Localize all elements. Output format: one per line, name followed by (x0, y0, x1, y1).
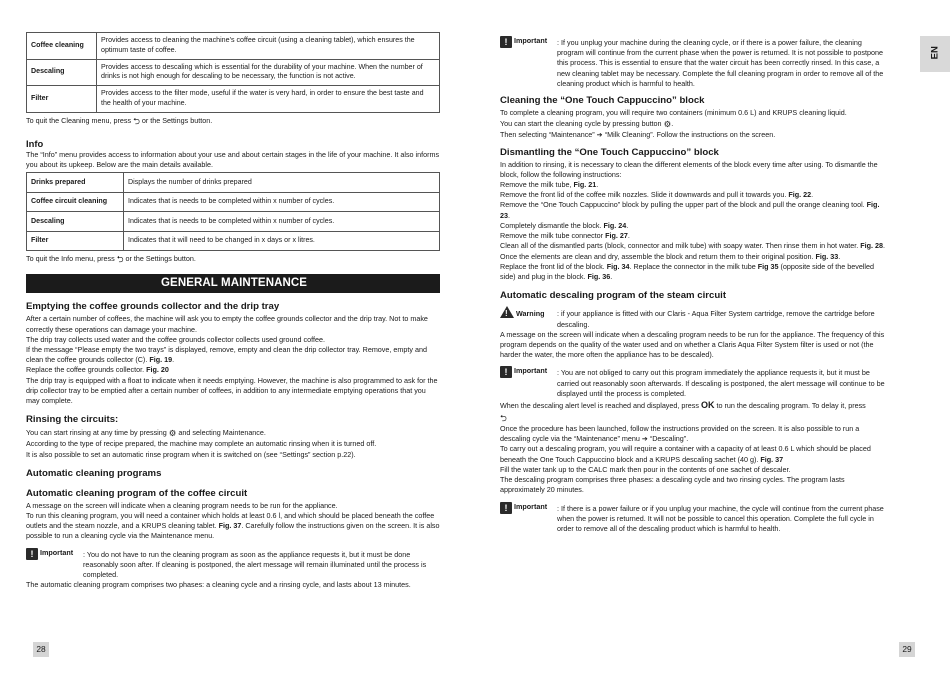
important-text: : You do not have to run the cleaning program as soon as the appliance requests it, but it must be done reasonably soon after. If cleaning is postponed, the alert message will remain illuminated until the process is completed. (83, 549, 427, 580)
auto-coffee-p2b: . Carefully follow the instructions given on the screen. It is also possible to run a cleaning cycle via the Maintenance menu. (26, 521, 440, 541)
warning-triangle-icon: ! (500, 306, 514, 318)
table-row (27, 33, 440, 60)
fig-ref: Fig. 22 (788, 190, 812, 200)
table-key: Filter (27, 231, 124, 251)
fig-ref: Fig. 34 (606, 261, 630, 271)
fig-ref: Fig. 21 (573, 180, 597, 189)
auto-cleaning-heading: Automatic cleaning programs (26, 467, 162, 479)
table-value: Indicates that it will need to be changed in x days or x litres. (124, 231, 440, 251)
fig-ref: Fig. 24 (603, 220, 627, 230)
important-exclamation-icon: ! (26, 548, 38, 560)
cappuccino-clean-p2a: You can start the cleaning cycle by pressing button (500, 119, 662, 129)
table-row (27, 173, 440, 193)
table-value: Indicates that is needs to be completed within x number of cycles. (124, 192, 440, 212)
auto-coffee-p2 (26, 511, 440, 542)
important-label: Important (514, 36, 548, 45)
auto-coffee-p1: A message on the screen will indicate when a cleaning program needs to be run for the appliance. (26, 500, 338, 510)
warning-label: Warning (516, 309, 545, 319)
emptying-p3: If the message “Please empty the two trays” is displayed, remove, empty and clean the drip collector tray. Remove, empty and clean the coffee grounds collector (C). Fig. 19. (26, 345, 427, 365)
fig-ref: Fig. 36 (587, 271, 611, 281)
table-value: Indicates that is needs to be completed within x number of cycles. (124, 212, 440, 232)
table-value: Provides access to descaling which is essential for the durability of your machine. When the number of drinks is not high enough for descaling to be necessary, the function is not active. (97, 59, 440, 86)
page-number: 28 (33, 642, 49, 657)
emptying-p4 (26, 365, 440, 375)
descaling-p5: Fill the water tank up to the CALC mark then pour in the contents of one sachet of descaler. (500, 464, 791, 474)
dismantling-p1: In addition to rinsing, it is necessary to clean the different elements of the block every time after using. To dismantle the block, follow the following instructions: (500, 159, 878, 179)
dismantling-steps (500, 180, 890, 282)
step-after: . (838, 251, 841, 261)
table-key: Coffee circuit cleaning (27, 192, 124, 212)
table-key: Coffee cleaning (27, 33, 97, 60)
important-label: Important (514, 501, 548, 511)
emptying-p4-text: Replace the coffee grounds collector. (26, 365, 145, 375)
ok-button-glyph: OK (700, 400, 715, 411)
table-row (27, 231, 440, 251)
step-text: Clean all of the dismantled parts (block, connector and milk tube) with soapy water. Then rinse them in hot water. (500, 241, 859, 251)
cappuccino-clean-p3: Then selecting “Maintenance” ➔ “Milk Cleaning”. Follow the instructions on the screen. (500, 130, 776, 140)
step-after: . (883, 241, 886, 251)
important-label: Important (514, 366, 548, 376)
emptying-p2: The drip tray collects used water and the coffee grounds collector collects used ground coffee. (26, 334, 325, 344)
fig-ref: Fig 35 (757, 261, 779, 271)
important-text: : If there is a power failure or if you unplug your machine, the cycle will continue from the current phase when the power is returned. It will not be possible to cancel this operation. Complete the full cycle in order to remove all of the descaling product which is harmful to health. (557, 503, 884, 533)
warning-text: : if your appliance is fitted with our Claris - Aqua Filter System cartridge, remove the cartridge before descaling. (557, 309, 875, 329)
dismantling-heading: Dismantling the “One Touch Cappuccino” block (500, 146, 719, 158)
list-item (500, 231, 890, 241)
fig-ref: Fig. 20 (146, 365, 169, 375)
step-text: (opposite side of the bevelled side) and plug in the block. (500, 261, 875, 281)
important-exclamation-icon: ! (500, 36, 512, 48)
info-text: The “Info” menu provides access to information about your use and about certain stages in the life of your machine. It also informs you about its upkeep. Below are the main details available. (26, 149, 440, 170)
info-table (26, 172, 440, 251)
important-note (500, 366, 890, 399)
list-item (500, 180, 890, 190)
table-key: Descaling (27, 212, 124, 232)
fig-ref: Fig. 23 (500, 200, 880, 220)
auto-coffee-heading: Automatic cleaning program of the coffee circuit (26, 487, 248, 499)
list-item: Replace the front lid of the block. Fig. 34. Replace the connector in the milk tube Fig 35 (opposite side of the bevelled side) and plug in the block. Fig. 36. (500, 261, 875, 281)
important-note (500, 36, 890, 89)
auto-coffee-p3: The automatic cleaning program comprises two phases: a cleaning cycle and a rinsing cycle, and lasts about 13 minutes. (26, 580, 411, 590)
fig-ref: Fig. 37 (218, 521, 242, 531)
rinsing-heading: Rinsing the circuits: (26, 414, 119, 426)
fig-ref: Fig. 28 (860, 241, 884, 251)
quit-info-text (26, 253, 440, 265)
emptying-p3-text: If the message “Please empty the two trays” is displayed, remove, empty and clean the drip collector tray. Remove, empty and clean the coffee grounds collector (C). (26, 345, 427, 365)
step-text: Remove the front lid of the coffee milk nozzles. Slide it downwards and pull it towards you. (500, 190, 787, 200)
descaling-p2a: When the descaling alert level is reached and displayed, press (500, 401, 699, 411)
list-item (500, 200, 890, 220)
step-text: Completely dismantle the block. (500, 220, 602, 230)
table-row (27, 59, 440, 86)
table-row (27, 192, 440, 212)
important-note (26, 548, 440, 581)
table-row (27, 86, 440, 113)
table-value: Provides access to cleaning the machine’s coffee circuit (using a cleaning tablet), which ensures the optimum taste of coffee. (97, 33, 440, 60)
list-item (500, 221, 890, 231)
left-column (26, 32, 440, 591)
step-after: . (596, 180, 599, 189)
table-key: Descaling (27, 59, 97, 86)
fig-ref: Fig. 19 (149, 355, 173, 365)
cappuccino-clean-p2 (500, 118, 890, 130)
emptying-p5: The drip tray is equipped with a float to indicate when it needs emptying. However, the machine is also programmed to ask for the drip collector tray to be emptied after a certain number of coffees, in addition to any intermediate emptying operations that you may complete. (26, 375, 438, 406)
language-tab (920, 36, 950, 72)
step-text: . Replace the connector in the milk tube (629, 261, 756, 271)
gear-icon: ⚙ (168, 428, 177, 439)
step-text: Remove the milk tube, (500, 180, 572, 189)
quit-cleaning-b: or the Settings button. (141, 115, 213, 125)
step-after: . (811, 190, 814, 200)
table-key: Drinks prepared (27, 173, 124, 193)
cappuccino-clean-p1: To complete a cleaning program, you will require two containers (minimum 0.6 L) and KRUPS cleaning liquid. (500, 108, 847, 118)
step-after: . (626, 220, 629, 230)
descaling-heading: Automatic descaling program of the steam circuit (500, 290, 727, 302)
important-label: Important (40, 547, 74, 557)
descaling-p6: The descaling program comprises three phases: a descaling cycle and two rinsing cycles. The program lasts approximately 20 minutes. (500, 475, 845, 495)
cleaning-menu-table (26, 32, 440, 113)
important-exclamation-icon: ! (500, 502, 512, 514)
descaling-p2b: to run the descaling program. To delay it, press (716, 401, 866, 411)
descaling-p4a: To carry out a descaling program, you will require a container with a capacity of at least 0.6 L which should be placed beneath the One Touch Cappuccino block and a KRUPS descaling sachet (40 g). (500, 444, 871, 464)
table-row (27, 212, 440, 232)
table-key: Filter (27, 86, 97, 113)
descaling-p1: A message on the screen will indicate when a descaling program needs to be run for the appliance. The frequency of this program depends on the quality of the water used and on whether a Claris Aqua Filter System filter is used or not (the harder the water, the more often the appliance has to be descaled). (500, 329, 885, 360)
cappuccino-clean-heading: Cleaning the “One Touch Cappuccino” block (500, 95, 705, 107)
rinsing-p1a: You can start rinsing at any time by pressing (26, 428, 167, 438)
important-text: : You are not obliged to carry out this program immediately the appliance requests it, but it must be carried out reasonably soon afterwards. If descaling is postponed, the alert message will continue to be displayed until the process is completed. (557, 368, 885, 398)
list-item (500, 190, 890, 200)
back-arrow-icon: ⮌ (133, 115, 140, 126)
quit-cleaning-a: To quit the Cleaning menu, press (26, 115, 132, 125)
fig-ref: Fig. 27 (605, 231, 628, 241)
section-title-bar: GENERAL MAINTENANCE (26, 274, 440, 293)
back-arrow-icon: ⮌ (116, 254, 124, 265)
step-text: Once the elements are clean and dry, assemble the block and return them to their original position. (500, 251, 814, 261)
quit-info-a: To quit the Info menu, press (26, 254, 115, 264)
page-right (475, 0, 950, 674)
important-text: : If you unplug your machine during the cleaning cycle, or if there is a power failure, the cleaning program will continue from the current phase when the power is returned. It is not possible to postpone this process. This is essential to ensure that the water circuit has been correctly rinsed. In this case, a new cleaning tablet may be necessary. Complete the full cleaning program in order to remove all of the cleaning product which is harmful to health. (557, 38, 884, 88)
important-note (500, 502, 890, 535)
emptying-heading: Emptying the coffee grounds collector and the drip tray (26, 301, 280, 313)
emptying-p1: After a certain number of coffees, the machine will ask you to empty the coffee grounds collector and the drip tray. Not to make correctly these operations can damage your machine. (26, 314, 428, 334)
descaling-p4 (500, 444, 890, 464)
rinsing-p1 (26, 427, 440, 439)
list-item (500, 252, 890, 262)
right-column (500, 36, 890, 534)
step-after: . (627, 231, 630, 241)
back-arrow-icon: ⮌ (500, 412, 507, 423)
rinsing-p1b: and selecting Maintenance. (178, 428, 266, 438)
cappuccino-clean-p2b: . (671, 119, 674, 129)
step-text: Replace the front lid of the block. (500, 261, 605, 271)
descaling-p3: Once the procedure has been launched, follow the instructions provided on the screen. It is also possible to run a descaling cycle via the “Maintenance” menu ➔ “Descaling”. (500, 423, 860, 444)
rinsing-p2: According to the type of recipe prepared, the machine may complete an automatic rinsing when it is turned off. (26, 439, 377, 449)
language-label: EN (929, 46, 941, 60)
step-text: Remove the “One Touch Cappuccino” block by pulling the upper part of the block and pull the orange cleaning tool. (500, 200, 865, 210)
step-after: . (508, 210, 510, 220)
fig-ref: Fig. 33 (815, 251, 839, 261)
info-heading: Info (26, 137, 44, 149)
fig-ref: Fig. 37 (760, 454, 784, 464)
rinsing-p3: It is also possible to set an automatic rinse program when it is switched on (see “Settings” section p.22). (26, 449, 356, 459)
table-value: Provides access to the filter mode, useful if the water is very hard, in order to ensure the best taste and the health of your machine. (97, 86, 440, 113)
list-item (500, 241, 890, 251)
page-number: 29 (899, 642, 915, 657)
quit-cleaning-text (26, 115, 440, 127)
table-value: Displays the number of drinks prepared (124, 173, 440, 193)
gear-icon: ⚙ (663, 119, 672, 130)
auto-coffee-p2a: To run this cleaning program, you will need a container which holds at least 0.6 l, and which should be placed beneath the coffee outlets and the steam nozzle, and a KRUPS cleaning tablet. (26, 511, 435, 531)
important-exclamation-icon: ! (500, 366, 512, 378)
warning-note (500, 306, 890, 330)
quit-info-b: or the Settings button. (125, 254, 196, 264)
step-text: Remove the milk tube connector (500, 231, 604, 241)
descaling-p2 (500, 399, 890, 424)
